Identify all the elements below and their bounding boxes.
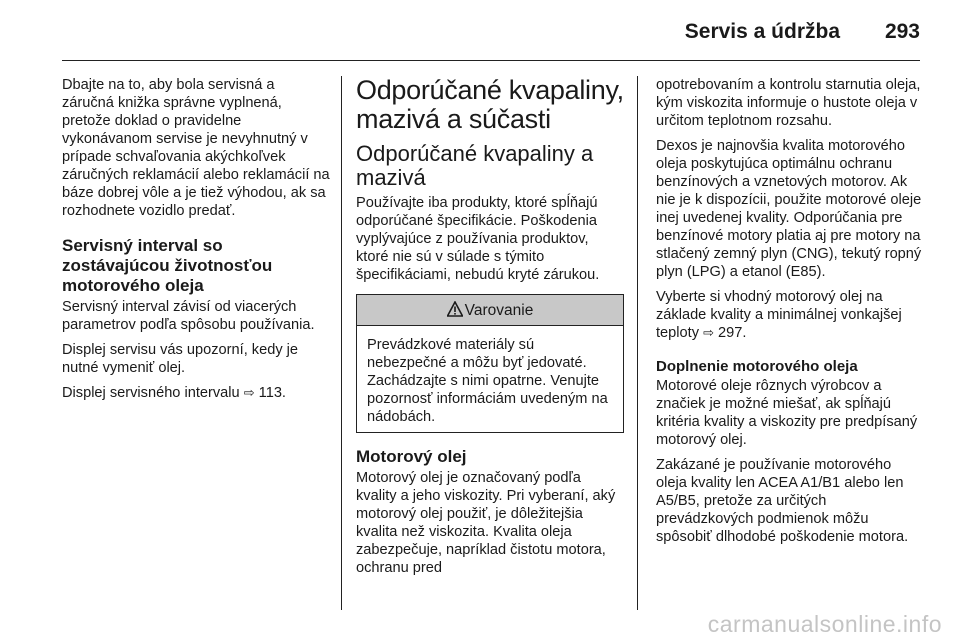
column-divider — [341, 76, 342, 610]
column-right — [656, 76, 924, 553]
section-heading: Doplnenie motorového oleja — [656, 358, 858, 375]
warning-triangle-icon — [447, 301, 463, 317]
section-heading: Motorový olej — [356, 447, 467, 466]
column-left — [62, 76, 330, 409]
paragraph: Dbajte na to, aby bola servisná a záručná knižka správne vyplnená, pretože doklad o pravidelne vykonávanom servise je nevyhnutný v prípade schvaľovania akýchkoľvek záručných reklamácií alebo reklamácií na báze dobrej vôle a je tiež výhodou, ak sa rozhodnete vozidlo predať. — [62, 77, 330, 219]
page-reference-arrow-icon: ⇨ — [703, 325, 714, 340]
subsection-title: Odporúčané kvapaliny a mazivá — [356, 141, 594, 190]
paragraph: Displej servisu vás upozorní, kedy je nutné vymeniť olej. — [62, 342, 299, 376]
paragraph-with-reference — [62, 384, 330, 402]
reference-text: Displej servisného intervalu — [62, 385, 240, 401]
warning-text: Prevádzkové materiály sú nebezpečné a môžu byť jedovaté. Zachádzajte s nimi opatrne. Venujte pozornosť informáciám uvedeným na nádobách. — [367, 337, 608, 425]
paragraph: Používajte iba produkty, ktoré spĺňajú odporúčané špecifikácie. Poškodenia vyplývajúce z používania produktov, ktoré nie sú v súlade s týmito špecifikáciami, nebudú kryté zárukou. — [356, 195, 600, 283]
page-number: 293 — [884, 20, 920, 43]
paragraph: Motorové oleje rôznych výrobcov a značiek je možné miešať, ak spĺňajú kritéria kvality a viskozity pre predpísaný motorový olej. — [656, 378, 918, 448]
section-heading: Servisný interval so zostávajúcou životnosťou motorového oleja — [62, 236, 273, 295]
chapter-title: Odporúčané kvapaliny, mazivá a súčasti — [356, 75, 624, 134]
column-middle — [356, 76, 624, 584]
page-reference[interactable]: 113. — [258, 385, 286, 401]
paragraph: Zakázané je používanie motorového oleja kvality len ACEA A1/B1 alebo len A5/B5, pretože za určitých prevádzkových podmienok môžu spôsobiť dlhodobé poškodenie motora. — [656, 457, 909, 545]
warning-box — [356, 294, 624, 433]
paragraph-with-reference — [656, 288, 924, 342]
paragraph: Motorový olej je označovaný podľa kvality a jeho viskozity. Pri vyberaní, aký motorový olej použiť, je dôležitejšia kvalita než viskozita. Kvalita oleja zabezpečuje, napríklad čistotu motora, ochranu pred — [356, 470, 616, 576]
column-divider — [637, 76, 638, 610]
page-reference-arrow-icon: ⇨ — [243, 385, 255, 400]
paragraph: Dexos je najnovšia kvalita motorového oleja poskytujúca optimálnu ochranu benzínových a vznetových motorov. Ak nie je k dispozícii, použite motorové oleje inej uvedenej kvality. Odporúčania pre benzínové motory platia aj pre motory na stlačený zemný plyn (CNG), tekutý ropný plyn (LPG) a etanol (E85). — [656, 138, 922, 280]
reference-text: Vyberte si vhodný motorový olej na základe kvality a minimálnej vonkajšej teploty — [656, 289, 902, 341]
page-reference[interactable]: 297. — [718, 325, 747, 341]
paragraph: Servisný interval závisí od viacerých parametrov podľa spôsobu používania. — [62, 299, 315, 333]
paragraph: opotrebovaním a kontrolu starnutia oleja, kým viskozita informuje o hustote oleja v určitom teplotnom rozsahu. — [656, 77, 921, 129]
watermark: carmanualsonline.info — [707, 611, 942, 637]
section-title: Servis a údržba — [684, 20, 840, 43]
warning-header — [357, 295, 623, 326]
warning-title: Varovanie — [464, 302, 534, 319]
page-header — [62, 14, 920, 61]
